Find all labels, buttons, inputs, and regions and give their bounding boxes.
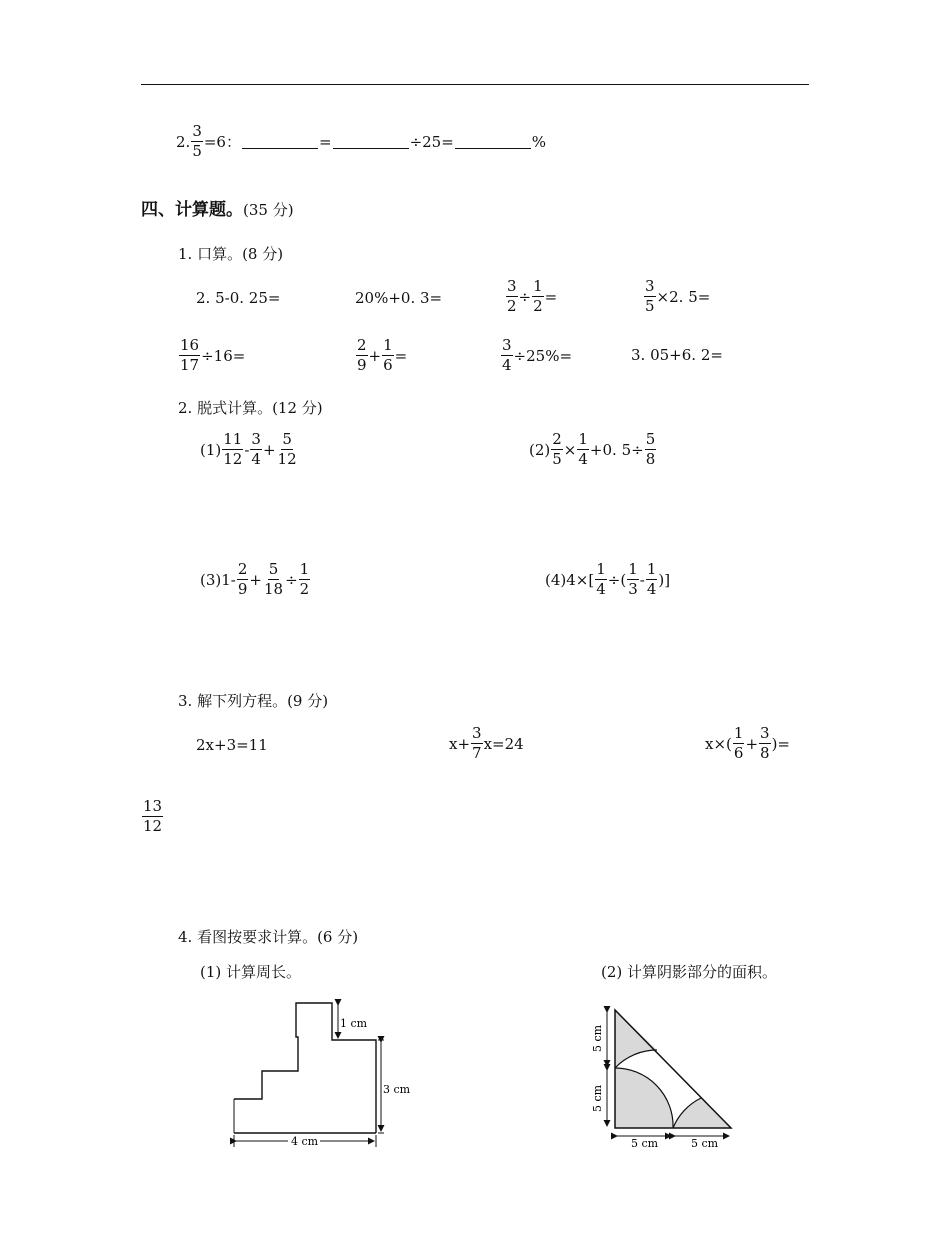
- oral-q7: $\frac{3}{4}$ ÷25%=: [502, 336, 573, 374]
- equations-title: 3. 解下列方程。(9 分): [178, 692, 329, 710]
- oral-q1: 2. 5-0. 25=: [196, 289, 281, 307]
- section-score: (35 分): [243, 201, 294, 219]
- oral-q8: 3. 05+6. 2=: [631, 346, 723, 364]
- stepcalc-title: 2. 脱式计算。(12 分): [178, 399, 323, 417]
- dim-4cm-label: 4 cm: [291, 1135, 319, 1148]
- fraction: $\frac{3}{5}$: [192, 122, 202, 160]
- triangle-figure: [585, 1000, 745, 1155]
- shaded-region-upper: [615, 1010, 657, 1068]
- answer-blank-1[interactable]: [242, 134, 318, 149]
- figures-title: 4. 看图按要求计算。(6 分): [178, 928, 359, 946]
- stepcalc-problem-2: (2) $\frac{2}{5}$ × $\frac{1}{4}$ +0. 5÷ $\frac{5}{8}$: [529, 430, 656, 468]
- shaded-region-lower: [615, 1068, 673, 1128]
- oral-q6: $\frac{2}{9}$ + $\frac{1}{6}$ =: [357, 336, 408, 374]
- equation-1: 2x+3=11: [196, 736, 268, 754]
- dim-1cm-label: 1 cm: [340, 1017, 368, 1030]
- dim-lower-label: 5 cm: [591, 1084, 604, 1112]
- stepcalc-problem-4: (4) 4×[ $\frac{1}{4}$ ÷( $\frac{1}{3}$ - $\frac{1}{4}$ )]: [545, 560, 671, 598]
- dim-upper-label: 5 cm: [591, 1024, 604, 1052]
- equation-3: x×( $\frac{1}{6}$ + $\frac{3}{8}$ )=: [705, 724, 790, 762]
- oral-q3: $\frac{3}{2}$ ÷ $\frac{1}{2}$ =: [507, 277, 558, 315]
- answer-blank-2[interactable]: [333, 134, 409, 149]
- dim-3cm-label: 3 cm: [383, 1083, 411, 1096]
- staircase-figure: [220, 995, 420, 1155]
- header-rule: [141, 84, 809, 85]
- ratio-item: 2. $\frac{3}{5}$ =6： = ÷25= %: [176, 122, 547, 160]
- ratio-text: =6：: [203, 133, 241, 151]
- oral-q2: 20%+0. 3=: [355, 289, 443, 307]
- section-heading: 四、计算题。(35 分): [141, 200, 294, 220]
- equation-2: x+ $\frac{3}{7}$ x=24: [449, 724, 524, 762]
- dim-bottom-right-label: 5 cm: [691, 1137, 719, 1150]
- task-perimeter: (1) 计算周长。: [200, 963, 302, 981]
- item-number: 2.: [176, 132, 191, 151]
- oral-title: 1. 口算。(8 分): [178, 245, 284, 263]
- task-shaded-area: (2) 计算阴影部分的面积。: [601, 963, 778, 981]
- stepcalc-problem-3: (3) 1- $\frac{2}{9}$ + $\frac{5}{18}$ ÷ $\frac{1}{2}$: [200, 560, 310, 598]
- oral-q5: $\frac{16}{17}$ ÷16=: [180, 336, 246, 374]
- stepcalc-problem-1: (1) $\frac{11}{12}$ - $\frac{3}{4}$ + $\frac{5}{12}$: [200, 430, 297, 468]
- answer-blank-3[interactable]: [455, 134, 531, 149]
- dim-bottom-left-label: 5 cm: [631, 1137, 659, 1150]
- equation-3-wrapped-fraction: $\frac{13}{12}$: [143, 797, 163, 835]
- oral-q4: $\frac{3}{5}$ ×2. 5=: [645, 277, 711, 315]
